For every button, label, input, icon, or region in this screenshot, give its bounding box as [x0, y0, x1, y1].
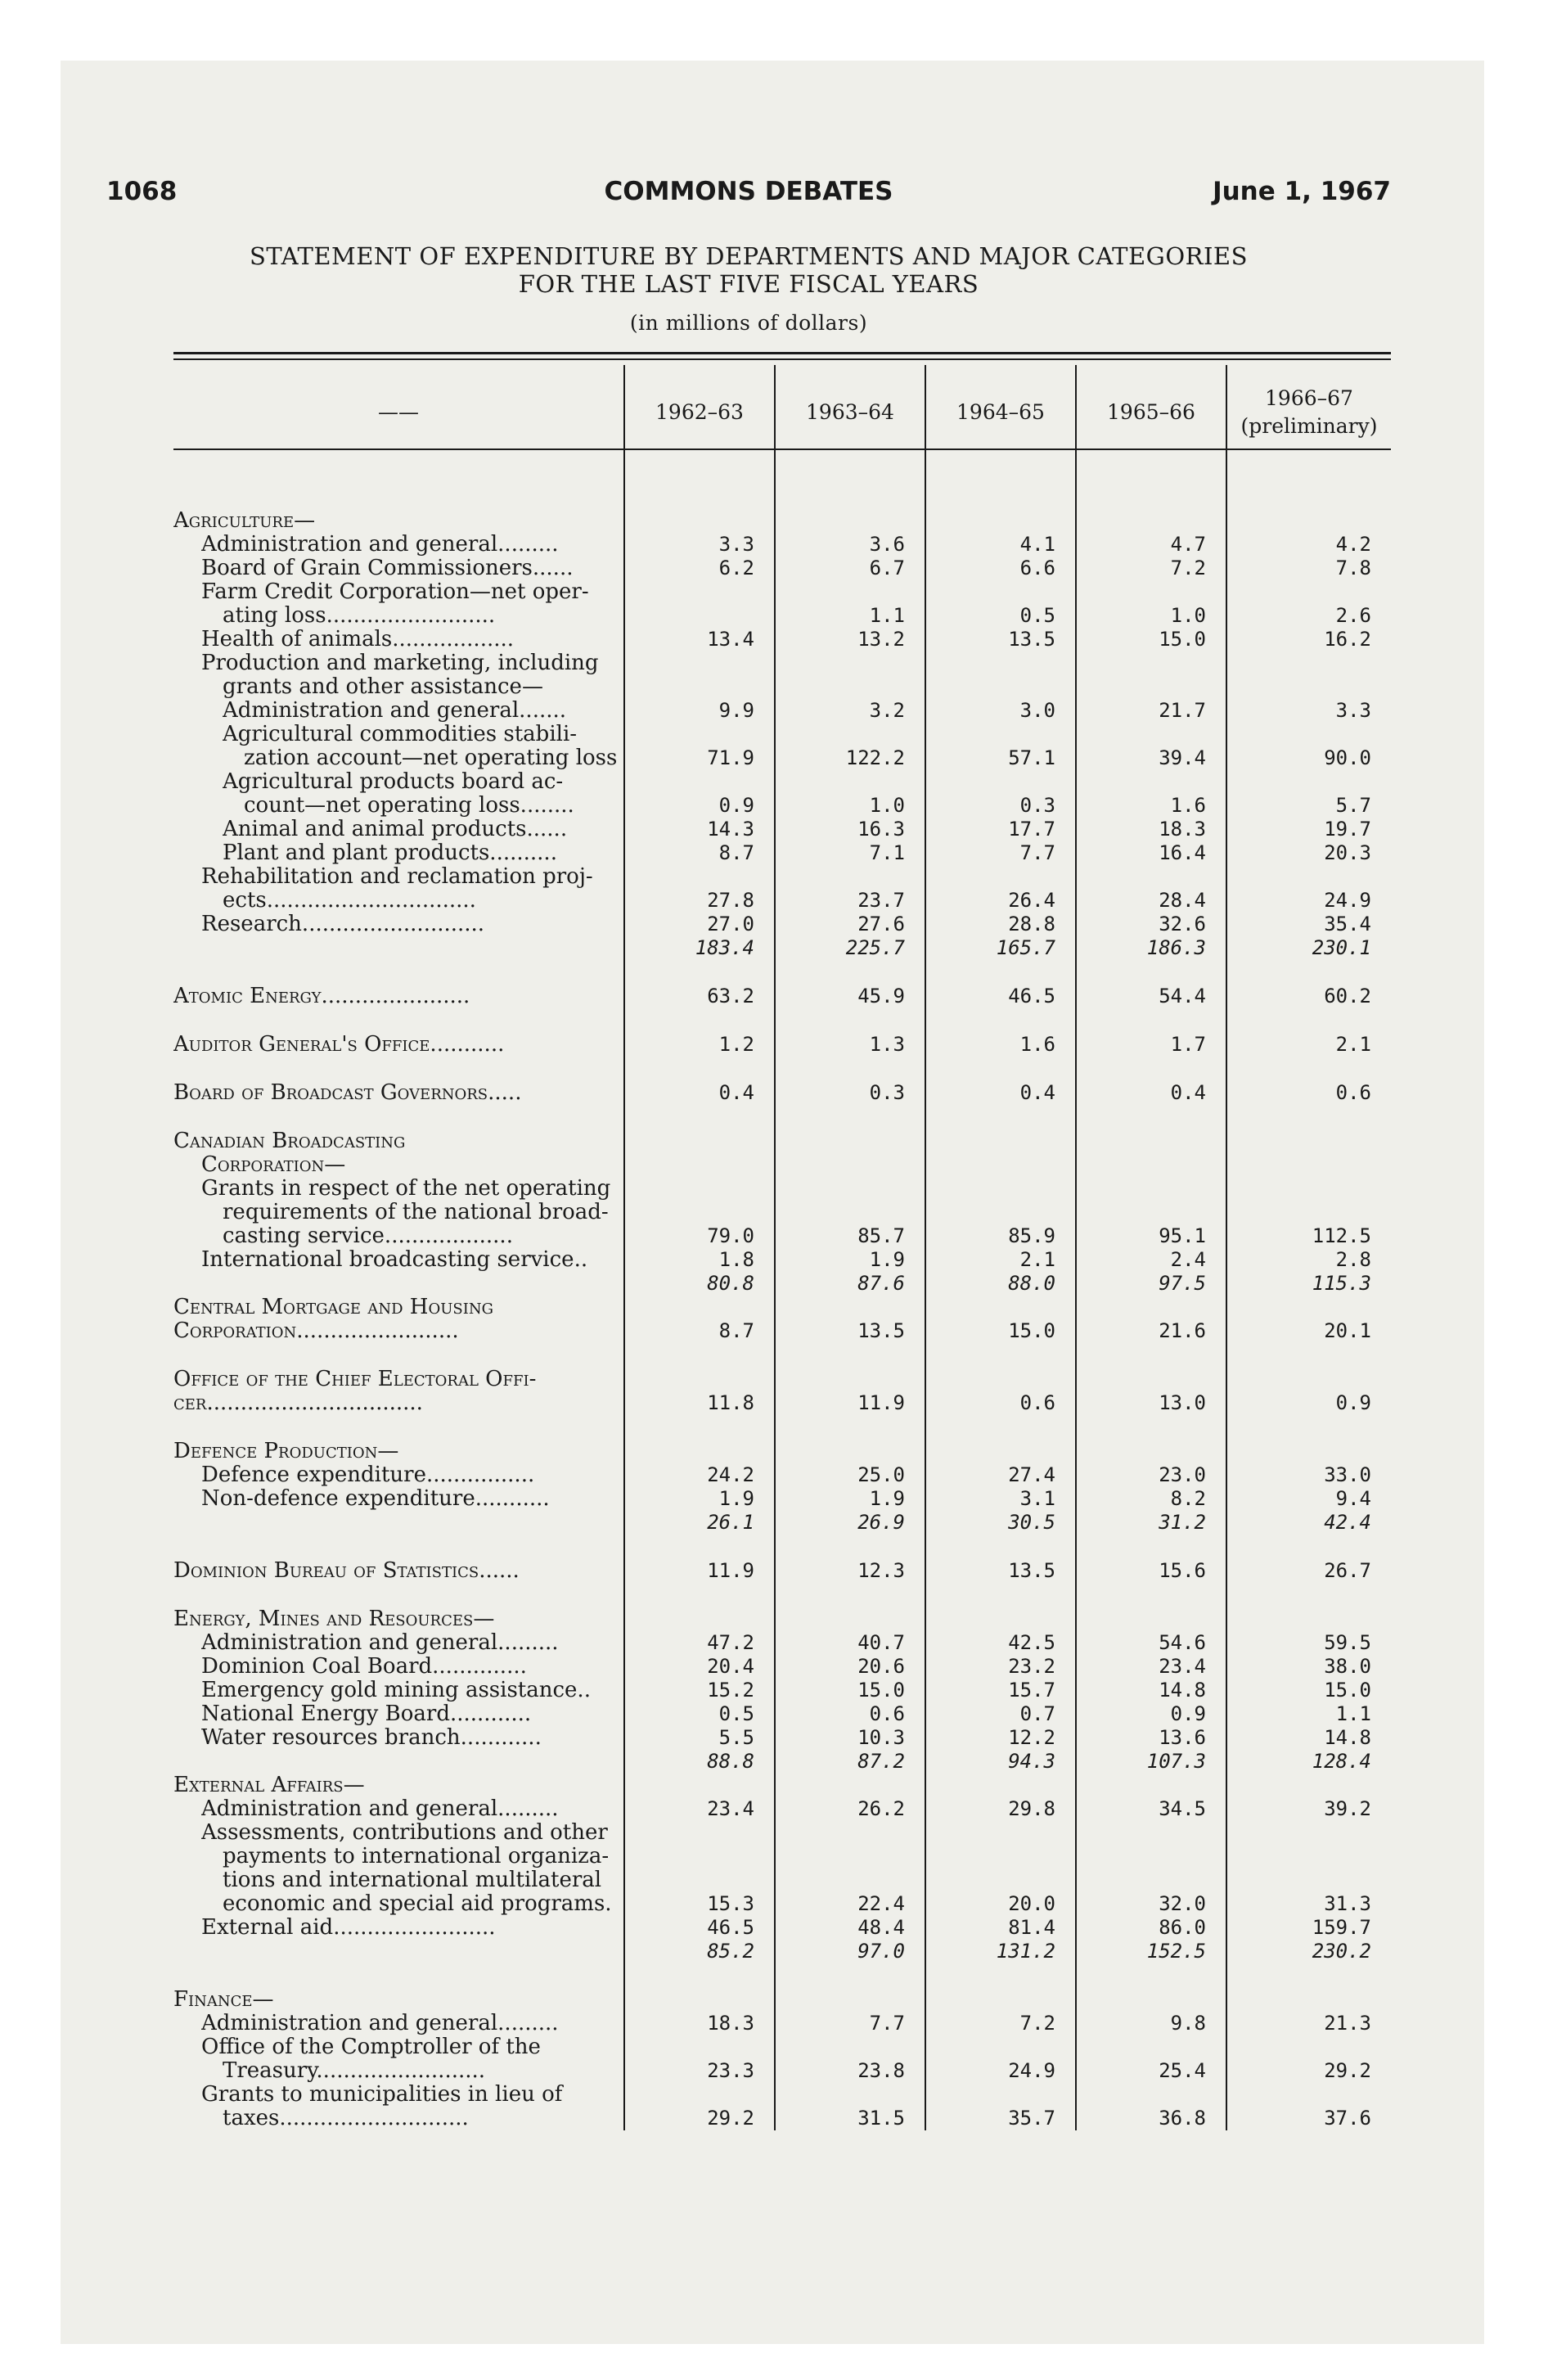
publication-date: June 1, 1967: [1213, 177, 1391, 206]
value-cell: 0.9: [718, 794, 754, 817]
category-label: Farm Credit Corporation—net oper-: [201, 580, 589, 604]
value-cell: 60.2: [1324, 985, 1371, 1007]
column-header-preliminary: (preliminary): [1240, 414, 1378, 438]
value-cell: 23.4: [707, 1797, 754, 1820]
value-cell: 13.5: [1008, 628, 1055, 651]
value-cell: 27.6: [857, 913, 905, 935]
value-cell: 0.3: [869, 1081, 905, 1104]
value-cell: 27.0: [707, 913, 754, 935]
value-cell: 20.1: [1324, 1319, 1371, 1342]
subtotal-cell: 183.4: [695, 936, 754, 959]
value-cell: 21.7: [1159, 699, 1206, 722]
category-label: Animal and animal products......: [223, 818, 568, 841]
value-cell: 33.0: [1324, 1463, 1371, 1486]
value-cell: 8.7: [718, 1319, 754, 1342]
category-label: Agricultural products board ac-: [223, 770, 564, 794]
value-cell: 2.8: [1335, 1248, 1371, 1271]
value-cell: 19.7: [1324, 818, 1371, 841]
value-cell: 0.6: [1335, 1081, 1371, 1104]
value-cell: 23.0: [1159, 1463, 1206, 1486]
value-cell: 7.2: [1019, 2012, 1055, 2035]
value-cell: 15.3: [707, 1892, 754, 1915]
column-rule: [1075, 365, 1077, 2130]
subtotal-cell: 128.4: [1312, 1750, 1371, 1773]
value-cell: 159.7: [1312, 1916, 1371, 1939]
value-cell: 15.0: [1008, 1319, 1055, 1342]
publication-title: COMMONS DEBATES: [604, 177, 893, 206]
value-cell: 8.7: [718, 841, 754, 864]
category-label: ects...............................: [223, 889, 476, 913]
value-cell: 1.6: [1170, 794, 1206, 817]
value-cell: 32.6: [1159, 913, 1206, 935]
value-cell: 25.4: [1159, 2059, 1206, 2082]
value-cell: 39.2: [1324, 1797, 1371, 1820]
value-cell: 4.7: [1170, 533, 1206, 556]
top-double-rule-2: [173, 358, 1391, 360]
value-cell: 6.6: [1019, 557, 1055, 579]
value-cell: 14.8: [1159, 1679, 1206, 1702]
subtotal-cell: 186.3: [1146, 936, 1206, 959]
value-cell: 1.8: [718, 1248, 754, 1271]
subtotal-cell: 88.0: [1008, 1272, 1055, 1295]
column-header-1965-66: 1965–66: [1107, 400, 1195, 424]
value-cell: 6.7: [869, 557, 905, 579]
department-label: Agriculture—: [173, 509, 316, 533]
value-cell: 4.2: [1335, 533, 1371, 556]
value-cell: 0.3: [1019, 794, 1055, 817]
value-cell: 17.7: [1008, 818, 1055, 841]
value-cell: 23.2: [1008, 1655, 1055, 1678]
subtotal-cell: 165.7: [996, 936, 1055, 959]
subtotal-cell: 225.7: [845, 936, 905, 959]
category-label: Agricultural commodities stabili-: [223, 723, 578, 746]
value-cell: 0.6: [869, 1702, 905, 1725]
value-cell: 31.5: [857, 2107, 905, 2130]
value-cell: 11.8: [707, 1391, 754, 1414]
department-label: Finance—: [173, 1988, 274, 2012]
page-number: 1068: [106, 177, 178, 206]
value-cell: 24.9: [1008, 2059, 1055, 2082]
value-cell: 57.1: [1008, 746, 1055, 769]
subtotal-cell: 131.2: [996, 1940, 1055, 1963]
category-label: Administration and general.........: [201, 1631, 559, 1655]
category-label: Dominion Coal Board..............: [201, 1655, 527, 1679]
value-cell: 3.3: [1335, 699, 1371, 722]
value-cell: 15.2: [707, 1679, 754, 1702]
value-cell: 22.4: [857, 1892, 905, 1915]
value-cell: 46.5: [707, 1916, 754, 1939]
column-header-1966-67: 1966–67: [1265, 386, 1353, 410]
value-cell: 4.1: [1019, 533, 1055, 556]
value-cell: 5.7: [1335, 794, 1371, 817]
header-bottom-rule: [173, 449, 1391, 450]
category-label: Administration and general.........: [201, 1797, 559, 1821]
value-cell: 13.5: [857, 1319, 905, 1342]
value-cell: 2.4: [1170, 1248, 1206, 1271]
column-rule: [623, 365, 625, 2130]
value-cell: 29.8: [1008, 1797, 1055, 1820]
value-cell: 79.0: [707, 1224, 754, 1247]
column-rule: [925, 365, 926, 2130]
department-label: Corporation........................: [173, 1319, 459, 1343]
subtotal-cell: 230.1: [1312, 936, 1371, 959]
value-cell: 48.4: [857, 1916, 905, 1939]
value-cell: 1.9: [869, 1248, 905, 1271]
value-cell: 85.9: [1008, 1224, 1055, 1247]
value-cell: 47.2: [707, 1631, 754, 1654]
value-cell: 0.6: [1019, 1391, 1055, 1414]
value-cell: 9.8: [1170, 2012, 1206, 2035]
value-cell: 35.7: [1008, 2107, 1055, 2130]
value-cell: 42.5: [1008, 1631, 1055, 1654]
category-label: tions and international multilateral: [223, 1868, 602, 1892]
value-cell: 90.0: [1324, 746, 1371, 769]
subtotal-cell: 107.3: [1146, 1750, 1206, 1773]
department-label: Board of Broadcast Governors.....: [173, 1081, 522, 1105]
value-cell: 34.5: [1159, 1797, 1206, 1820]
column-rule: [774, 365, 776, 2130]
value-cell: 16.3: [857, 818, 905, 841]
value-cell: 0.7: [1019, 1702, 1055, 1725]
subtotal-cell: 88.8: [707, 1750, 754, 1773]
value-cell: 36.8: [1159, 2107, 1206, 2130]
value-cell: 0.4: [718, 1081, 754, 1104]
running-header: [106, 177, 1391, 210]
value-cell: 40.7: [857, 1631, 905, 1654]
value-cell: 1.2: [718, 1033, 754, 1056]
value-cell: 1.6: [1019, 1033, 1055, 1056]
category-label: Board of Grain Commissioners......: [201, 557, 574, 580]
value-cell: 15.0: [1324, 1679, 1371, 1702]
subtotal-cell: 152.5: [1146, 1940, 1206, 1963]
value-cell: 15.0: [1159, 628, 1206, 651]
value-cell: 0.4: [1019, 1081, 1055, 1104]
category-label: Assessments, contributions and other: [201, 1821, 608, 1845]
department-label: Defence Production—: [173, 1440, 399, 1463]
subtotal-cell: 26.9: [857, 1511, 905, 1534]
value-cell: 15.0: [857, 1679, 905, 1702]
top-double-rule-1: [173, 352, 1391, 354]
value-cell: 59.5: [1324, 1631, 1371, 1654]
value-cell: 13.2: [857, 628, 905, 651]
value-cell: 32.0: [1159, 1892, 1206, 1915]
category-label: grants and other assistance—: [223, 675, 543, 699]
table-title-line1: STATEMENT OF EXPENDITURE BY DEPARTMENTS AND MAJOR CATEGORIES: [250, 242, 1248, 270]
value-cell: 31.3: [1324, 1892, 1371, 1915]
stub-header: ——: [378, 400, 419, 424]
value-cell: 71.9: [707, 746, 754, 769]
value-cell: 29.2: [707, 2107, 754, 2130]
category-label: requirements of the national broad-: [223, 1201, 609, 1224]
department-label: Dominion Bureau of Statistics......: [173, 1559, 520, 1583]
table-title-line2: FOR THE LAST FIVE FISCAL YEARS: [518, 270, 979, 298]
value-cell: 10.3: [857, 1726, 905, 1749]
value-cell: 13.5: [1008, 1559, 1055, 1582]
category-label: Non-defence expenditure...........: [201, 1487, 550, 1511]
value-cell: 0.5: [1019, 604, 1055, 627]
category-label: payments to international organiza-: [223, 1845, 610, 1868]
value-cell: 14.3: [707, 818, 754, 841]
category-label: Plant and plant products..........: [223, 841, 557, 865]
value-cell: 13.0: [1159, 1391, 1206, 1414]
value-cell: 16.4: [1159, 841, 1206, 864]
value-cell: 26.2: [857, 1797, 905, 1820]
category-label: Administration and general.........: [201, 533, 559, 557]
category-label: Office of the Comptroller of the: [201, 2035, 541, 2059]
category-label: Administration and general.........: [201, 2012, 559, 2035]
value-cell: 45.9: [857, 985, 905, 1007]
category-label: Administration and general.......: [223, 699, 567, 723]
value-cell: 85.7: [857, 1224, 905, 1247]
value-cell: 7.7: [869, 2012, 905, 2035]
value-cell: 16.2: [1324, 628, 1371, 651]
value-cell: 6.2: [718, 557, 754, 579]
subtotal-cell: 85.2: [707, 1940, 754, 1963]
value-cell: 5.5: [718, 1726, 754, 1749]
category-label: Grants in respect of the net operating: [201, 1177, 611, 1201]
value-cell: 15.6: [1159, 1559, 1206, 1582]
value-cell: 3.1: [1019, 1487, 1055, 1510]
value-cell: 122.2: [845, 746, 905, 769]
value-cell: 23.3: [707, 2059, 754, 2082]
value-cell: 2.1: [1335, 1033, 1371, 1056]
value-cell: 25.0: [857, 1463, 905, 1486]
value-cell: 35.4: [1324, 913, 1371, 935]
value-cell: 1.0: [869, 794, 905, 817]
value-cell: 0.9: [1335, 1391, 1371, 1414]
department-label: Auditor General's Office...........: [173, 1033, 505, 1057]
value-cell: 27.4: [1008, 1463, 1055, 1486]
value-cell: 24.9: [1324, 889, 1371, 912]
value-cell: 12.2: [1008, 1726, 1055, 1749]
value-cell: 23.7: [857, 889, 905, 912]
value-cell: 15.7: [1008, 1679, 1055, 1702]
value-cell: 7.8: [1335, 557, 1371, 579]
category-label: External aid........................: [201, 1916, 496, 1940]
value-cell: 37.6: [1324, 2107, 1371, 2130]
value-cell: 1.9: [718, 1487, 754, 1510]
category-label: Water resources branch............: [201, 1726, 542, 1750]
value-cell: 38.0: [1324, 1655, 1371, 1678]
value-cell: 3.6: [869, 533, 905, 556]
category-label: International broadcasting service..: [201, 1248, 588, 1272]
value-cell: 20.6: [857, 1655, 905, 1678]
subtotal-cell: 97.0: [857, 1940, 905, 1963]
value-cell: 2.1: [1019, 1248, 1055, 1271]
value-cell: 2.6: [1335, 604, 1371, 627]
category-label: taxes............................: [223, 2107, 469, 2130]
column-header-1962-63: 1962–63: [655, 400, 744, 424]
category-label: Production and marketing, including: [201, 651, 599, 675]
category-label: count—net operating loss........: [244, 794, 574, 818]
subtotal-cell: 97.5: [1159, 1272, 1206, 1295]
value-cell: 0.4: [1170, 1081, 1206, 1104]
subtotal-cell: 30.5: [1008, 1511, 1055, 1534]
value-cell: 39.4: [1159, 746, 1206, 769]
value-cell: 86.0: [1159, 1916, 1206, 1939]
value-cell: 54.6: [1159, 1631, 1206, 1654]
value-cell: 7.7: [1019, 841, 1055, 864]
value-cell: 18.3: [1159, 818, 1206, 841]
value-cell: 13.6: [1159, 1726, 1206, 1749]
category-label: ating loss.........................: [223, 604, 496, 628]
category-label: casting service...................: [223, 1224, 513, 1248]
value-cell: 28.4: [1159, 889, 1206, 912]
value-cell: 1.3: [869, 1033, 905, 1056]
value-cell: 29.2: [1324, 2059, 1371, 2082]
value-cell: 26.7: [1324, 1559, 1371, 1582]
subtotal-cell: 94.3: [1008, 1750, 1055, 1773]
subtotal-cell: 87.2: [857, 1750, 905, 1773]
category-label: National Energy Board............: [201, 1702, 532, 1726]
value-cell: 27.8: [707, 889, 754, 912]
value-cell: 112.5: [1312, 1224, 1371, 1247]
value-cell: 28.8: [1008, 913, 1055, 935]
department-label: Atomic Energy......................: [173, 985, 470, 1008]
subtotal-cell: 230.2: [1312, 1940, 1371, 1963]
subtotal-cell: 26.1: [707, 1511, 754, 1534]
column-header-1963-64: 1963–64: [806, 400, 894, 424]
value-cell: 9.9: [718, 699, 754, 722]
value-cell: 13.4: [707, 628, 754, 651]
department-label: Corporation—: [201, 1153, 346, 1177]
department-label: External Affairs—: [173, 1774, 365, 1797]
value-cell: 23.8: [857, 2059, 905, 2082]
subtotal-cell: 87.6: [857, 1272, 905, 1295]
category-label: Grants to municipalities in lieu of: [201, 2083, 563, 2107]
department-label: Energy, Mines and Resources—: [173, 1607, 495, 1631]
value-cell: 0.9: [1170, 1702, 1206, 1725]
column-rule: [1226, 365, 1227, 2130]
value-cell: 1.0: [1170, 604, 1206, 627]
value-cell: 3.0: [1019, 699, 1055, 722]
value-cell: 20.4: [707, 1655, 754, 1678]
value-cell: 54.4: [1159, 985, 1206, 1007]
value-cell: 14.8: [1324, 1726, 1371, 1749]
value-cell: 21.3: [1324, 2012, 1371, 2035]
value-cell: 24.2: [707, 1463, 754, 1486]
value-cell: 7.1: [869, 841, 905, 864]
value-cell: 11.9: [857, 1391, 905, 1414]
table-units: (in millions of dollars): [629, 311, 868, 335]
column-header-1964-65: 1964–65: [956, 400, 1045, 424]
value-cell: 1.9: [869, 1487, 905, 1510]
category-label: economic and special aid programs.: [223, 1892, 612, 1916]
value-cell: 3.3: [718, 533, 754, 556]
category-label: Defence expenditure................: [201, 1463, 535, 1487]
category-label: Emergency gold mining assistance..: [201, 1679, 591, 1702]
department-label: cer................................: [173, 1391, 423, 1415]
value-cell: 23.4: [1159, 1655, 1206, 1678]
department-label: Office of the Chief Electoral Offi-: [173, 1368, 537, 1391]
value-cell: 1.7: [1170, 1033, 1206, 1056]
value-cell: 95.1: [1159, 1224, 1206, 1247]
subtotal-cell: 80.8: [707, 1272, 754, 1295]
value-cell: 1.1: [869, 604, 905, 627]
value-cell: 0.5: [718, 1702, 754, 1725]
category-label: Rehabilitation and reclamation proj-: [201, 865, 593, 889]
category-label: zation account—net operating loss: [244, 746, 618, 770]
subtotal-cell: 115.3: [1312, 1272, 1371, 1295]
category-label: Health of animals..................: [201, 628, 515, 651]
value-cell: 26.4: [1008, 889, 1055, 912]
value-cell: 63.2: [707, 985, 754, 1007]
value-cell: 18.3: [707, 2012, 754, 2035]
value-cell: 46.5: [1008, 985, 1055, 1007]
value-cell: 9.4: [1335, 1487, 1371, 1510]
value-cell: 12.3: [857, 1559, 905, 1582]
value-cell: 20.0: [1008, 1892, 1055, 1915]
value-cell: 8.2: [1170, 1487, 1206, 1510]
subtotal-cell: 42.4: [1324, 1511, 1371, 1534]
category-label: Treasury.........................: [223, 2059, 486, 2083]
department-label: Canadian Broadcasting: [173, 1129, 406, 1153]
value-cell: 21.6: [1159, 1319, 1206, 1342]
department-label: Central Mortgage and Housing: [173, 1296, 493, 1319]
value-cell: 3.2: [869, 699, 905, 722]
value-cell: 20.3: [1324, 841, 1371, 864]
subtotal-cell: 31.2: [1159, 1511, 1206, 1534]
value-cell: 11.9: [707, 1559, 754, 1582]
category-label: Research...........................: [201, 913, 485, 936]
value-cell: 7.2: [1170, 557, 1206, 579]
value-cell: 81.4: [1008, 1916, 1055, 1939]
value-cell: 1.1: [1335, 1702, 1371, 1725]
